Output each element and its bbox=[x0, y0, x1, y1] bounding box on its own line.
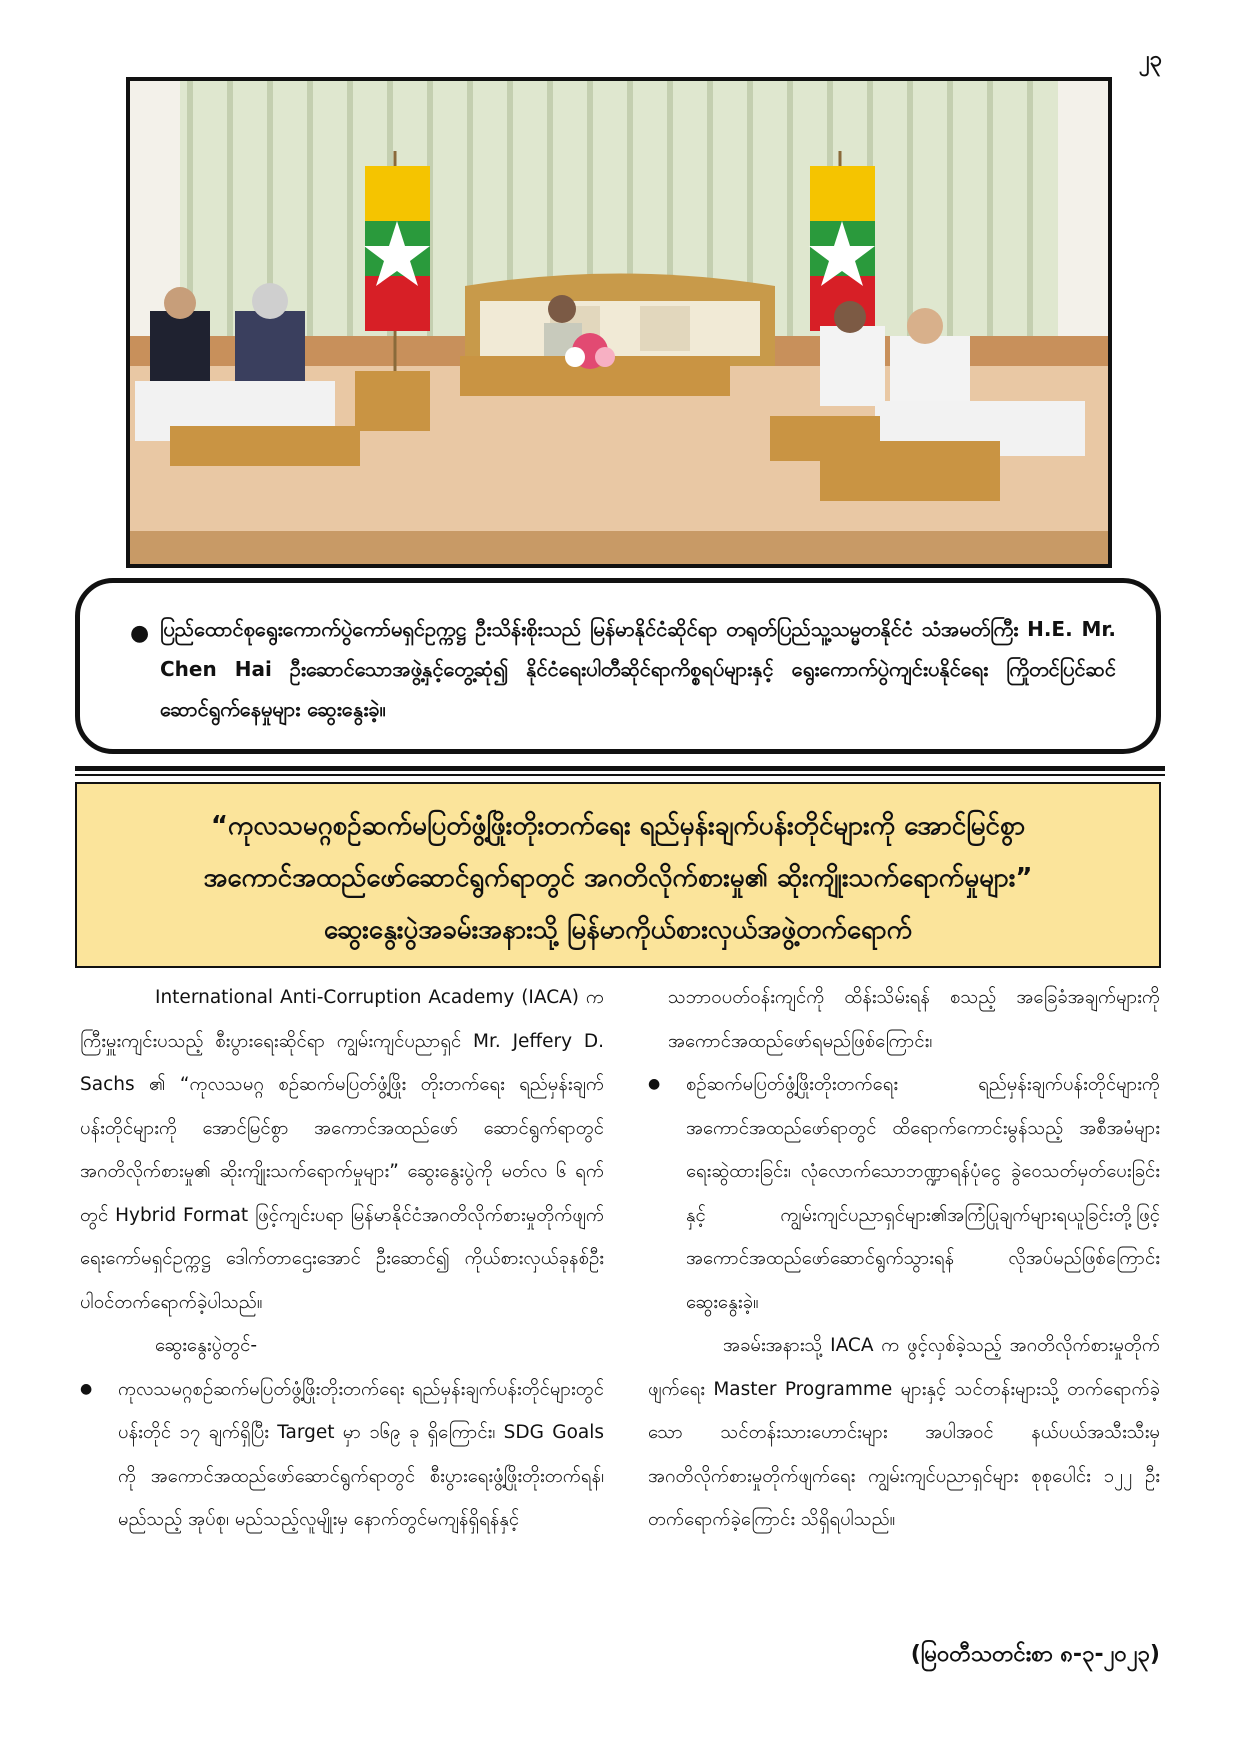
article-paragraph: သဘာဝပတ်ဝန်းကျင်ကို ထိန်းသိမ်းရန် စသည့် အခြေခံအချက်များကို အကောင်အထည်ဖော်ရမည်ဖြစ်ကြောင်း၊ bbox=[668, 987, 1160, 1052]
headline-box bbox=[75, 782, 1161, 968]
article-paragraph: ဆွေးနွေးပွဲတွင်- bbox=[155, 1335, 258, 1356]
caption-box bbox=[75, 578, 1161, 754]
page-number: ၂၃ bbox=[1138, 47, 1162, 72]
article-paragraph: အခမ်းအနားသို့ IACA က ဖွင့်လှစ်ခဲ့သည့် အဂတိလိုက်စားမှုတိုက်ဖျက်ရေး Master Programme များနှင့် သင်တန်းများသို့ တက်ရောက်ခဲ့သော သင်တန်းသားဟောင်းများ အပါအဝင် နယ်ပယ်အသီးသီးမှ အဂတိလိုက်စားမှုတိုက်ဖျက်ရေး ကျွမ်းကျင်ပညာရှင်များ စုစုပေါင်း ၁၂၂ ဦး တက်ရောက်ခဲ့ကြောင်း သိရှိရပါသည်။ bbox=[648, 1335, 1160, 1530]
caption-text: ပြည်ထောင်စုရွေးကောက်ပွဲကော်မရှင်ဥက္ကဋ္ဌ ဦးသိန်းစိုးသည် မြန်မာနိုင်ငံဆိုင်ရာ တရုတ်ပြည်သူ့သမ္မတနိုင်ငံ သံအမတ်ကြီး H.E. Mr. Chen Hai ဦးဆောင်သောအဖွဲ့နှင့်တွေ့ဆုံ၍ နိုင်ငံရေးပါတီဆိုင်ရာကိစ္စရပ်များနှင့် ရွေးကောက်ပွဲကျင်းပနိုင်ရေး ကြိုတင်ပြင်ဆင်ဆောင်ရွက်နေမှုများ ဆွေးနွေးခဲ့။ bbox=[160, 617, 1116, 721]
headline-line-3: ဆွေးနွေးပွဲအခမ်းအနားသို့ မြန်မာကိုယ်စားလှယ်အဖွဲ့တက်ရောက် bbox=[323, 915, 913, 945]
meeting-photo bbox=[126, 77, 1112, 568]
divider-thick bbox=[75, 766, 1165, 771]
bullet-icon: ● bbox=[130, 621, 150, 646]
divider-thin bbox=[75, 774, 1165, 776]
article-right-column bbox=[648, 976, 1160, 1542]
article-left-column bbox=[80, 976, 604, 1542]
headline-line-2: အကောင်အထည်ဖော်ဆောင်ရွက်ရာတွင် အဂတိလိုက်စားမှု၏ ဆိုးကျိုးသက်ရောက်မှုများ” bbox=[203, 863, 1033, 893]
article-paragraph: International Anti-Corruption Academy (IACA) က ကြီးမှူးကျင်းပသည့် စီးပွားရေးဆိုင်ရာ ကျွမ်းကျင်ပညာရှင် Mr. Jeffery D. Sachs ၏ “ကုလသမဂ္ဂ စဉ်ဆက်မပြတ်ဖွံ့ဖြိုး တိုးတက်ရေး ရည်မှန်းချက်ပန်းတိုင်များကို အောင်မြင်စွာ အကောင်အထည်ဖော် ဆောင်ရွက်ရာတွင် အဂတိလိုက်စားမှု၏ ဆိုးကျိုးသက်ရောက်မှုများ” ဆွေးနွေးပွဲကို မတ်လ ၆ ရက်တွင် Hybrid Format ဖြင့်ကျင်းပရာ မြန်မာနိုင်ငံအဂတိလိုက်စားမှုတိုက်ဖျက်ရေးကော်မရှင်ဥက္ကဋ္ဌ ဒေါက်တာဌေးအောင် ဦးဆောင်၍ ကိုယ်စားလှယ်ခုနစ်ဦး ပါဝင်တက်ရောက်ခဲ့ပါသည်။ bbox=[80, 987, 604, 1313]
article-bullet-item: ● စဉ်ဆက်မပြတ်ဖွံ့ဖြိုးတိုးတက်ရေး ရည်မှန်းချက်ပန်းတိုင်များကို အကောင်အထည်ဖော်ရာတွင် ထိရောက်ကောင်းမွန်သည့် အစီအမံများရေးဆွဲထားခြင်း၊ လုံလောက်သောဘဏ္ဍာရန်ပုံငွေ ခွဲဝေသတ်မှတ်ပေးခြင်းနှင့် ကျွမ်းကျင်ပညာရှင်များ၏အကြံပြုချက်များရယူခြင်းတို့ဖြင့် အကောင်အထည်ဖော်ဆောင်ရွက်သွားရန် လိုအပ်မည်ဖြစ်ကြောင်း ဆွေးနွေးခဲ့။ bbox=[648, 1063, 1160, 1324]
source-citation: (မြဝတီသတင်းစာ ၈-၃-၂၀၂၃) bbox=[910, 1642, 1160, 1667]
headline-line-1: “ကုလသမဂ္ဂစဉ်ဆက်မပြတ်ဖွံ့ဖြိုးတိုးတက်ရေး ရည်မှန်းချက်ပန်းတိုင်များကို အောင်မြင်စွာ bbox=[210, 811, 1026, 841]
article-bullet-item: ● ကုလသမဂ္ဂစဉ်ဆက်မပြတ်ဖွံ့ဖြိုးတိုးတက်ရေး ရည်မှန်းချက်ပန်းတိုင်များတွင် ပန်းတိုင် ၁၇ ချက်ရှိပြီး Target မှာ ၁၆၉ ခု ရှိကြောင်း၊ SDG Goals ကို အကောင်အထည်ဖော်ဆောင်ရွက်ရာတွင် စီးပွားရေးဖွံ့ဖြိုးတိုးတက်ရန်၊ မည်သည့် အုပ်စု၊ မည်သည့်လူမျိုးမှ နောက်တွင်မကျန်ရှိရန်နှင့် bbox=[80, 1368, 604, 1542]
